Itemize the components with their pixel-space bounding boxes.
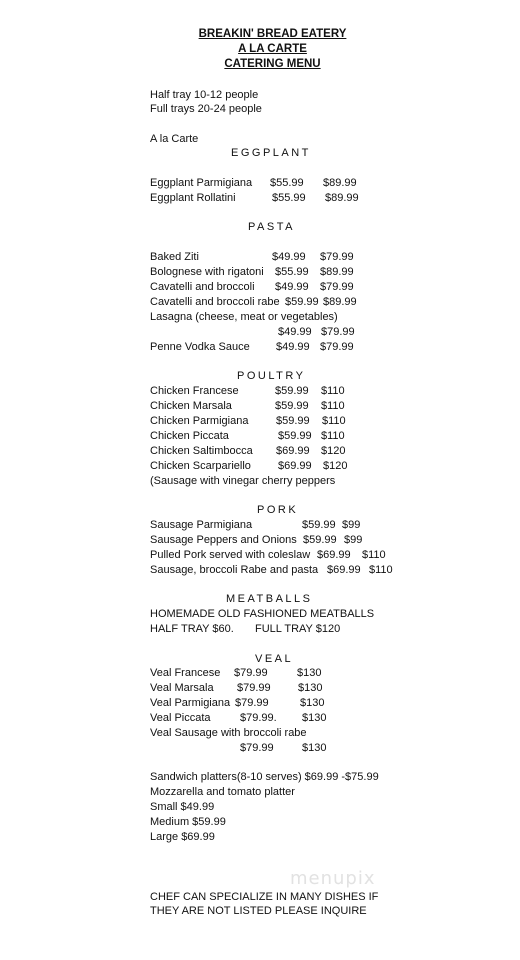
menu-item-full-price: $89.99 bbox=[325, 192, 359, 204]
menu-item-full-price: $89.99 bbox=[320, 266, 354, 278]
menu-item-half-price: $59.99 bbox=[285, 296, 319, 308]
meatballs-half-tray: HALF TRAY $60. bbox=[150, 623, 234, 635]
menu-item-half-price: $59.99 bbox=[275, 385, 309, 397]
menu-item-half-price: $49.99 bbox=[275, 281, 309, 293]
menu-item-name: Chicken Marsala bbox=[150, 400, 232, 412]
section-title-veal: VEAL bbox=[255, 653, 294, 665]
menu-item-name: Sausage Parmigiana bbox=[150, 519, 253, 531]
menu-item-name: Veal Piccata bbox=[150, 712, 211, 724]
menu-item-full-price: $130 bbox=[300, 697, 325, 709]
menu-item-full-price: $110 bbox=[321, 385, 345, 397]
menu-item-full-price: $79.99 bbox=[320, 341, 354, 353]
menu-item-full-price: $79.99 bbox=[320, 281, 354, 293]
section-title-pork: PORK bbox=[257, 504, 299, 516]
menu-item-name: Penne Vodka Sauce bbox=[150, 341, 250, 353]
menu-item-name: Eggplant Rollatini bbox=[150, 192, 236, 204]
menu-item-name: Cavatelli and broccoli rabe bbox=[150, 296, 280, 308]
menu-item-name: Sausage, broccoli Rabe and pasta bbox=[150, 564, 319, 576]
section-title-meatballs: MEATBALLS bbox=[226, 593, 313, 605]
menu-item-half-price: $59.99 bbox=[302, 519, 336, 531]
footer-line-2: THEY ARE NOT LISTED PLEASE INQUIRE bbox=[150, 905, 367, 917]
menu-item-name: Baked Ziti bbox=[150, 251, 199, 263]
menu-item-half-price: $55.99 bbox=[275, 266, 309, 278]
menu-item-name: Chicken Parmigiana bbox=[150, 415, 249, 427]
menu-item-name: Bolognese with rigatoni bbox=[150, 266, 264, 278]
menu-item-half-price: $55.99 bbox=[270, 177, 304, 189]
menu-item-name: Chicken Piccata bbox=[150, 430, 229, 442]
menu-item-half-price: $79.99 bbox=[240, 742, 274, 754]
section-title-eggplant: EGGPLANT bbox=[231, 147, 311, 159]
menupix-watermark: menupix bbox=[290, 868, 376, 889]
menu-item-full-price: $110 bbox=[321, 400, 345, 412]
menu-item-half-price: $49.99 bbox=[276, 341, 310, 353]
menu-item-note: (Sausage with vinegar cherry peppers bbox=[150, 475, 336, 487]
menu-item-half-price: $79.99. bbox=[240, 712, 277, 724]
menu-item-name: Veal Francese bbox=[150, 667, 221, 679]
menu-item-full-price: $110 bbox=[322, 415, 346, 427]
a-la-carte-label: A la Carte bbox=[150, 133, 199, 145]
menu-item-half-price: $79.99 bbox=[235, 697, 269, 709]
tray-info-half: Half tray 10-12 people bbox=[150, 89, 259, 101]
menu-item-half-price: $69.99 bbox=[317, 549, 351, 561]
menu-item-name: Chicken Francese bbox=[150, 385, 239, 397]
menu-item-half-price: $55.99 bbox=[272, 192, 306, 204]
menu-item-name: Chicken Scarpariello bbox=[150, 460, 251, 472]
menu-item-half-price: $59.99 bbox=[276, 415, 310, 427]
meatballs-full-tray: FULL TRAY $120 bbox=[255, 623, 341, 635]
menu-item-full-price: $89.99 bbox=[323, 296, 357, 308]
menu-title: BREAKIN' BREAD EATERY bbox=[198, 28, 347, 40]
platter-medium: Medium $59.99 bbox=[150, 816, 226, 828]
footer-line-1: CHEF CAN SPECIALIZE IN MANY DISHES IF bbox=[150, 891, 379, 903]
menu-item-full-price: $99 bbox=[344, 534, 363, 546]
menu-item-half-price: $69.99 bbox=[276, 445, 310, 457]
menu-item-half-price: $79.99 bbox=[234, 667, 268, 679]
menu-item-half-price: $49.99 bbox=[272, 251, 306, 263]
tray-info-full: Full trays 20-24 people bbox=[150, 103, 262, 115]
menu-item-name: Chicken Saltimbocca bbox=[150, 445, 253, 457]
section-title-pasta: PASTA bbox=[248, 221, 295, 233]
menu-item-half-price: $69.99 bbox=[278, 460, 312, 472]
menu-item-half-price: $69.99 bbox=[327, 564, 361, 576]
menu-item-name: Eggplant Parmigiana bbox=[150, 177, 253, 189]
menu-item-name: Sausage Peppers and Onions bbox=[150, 534, 297, 546]
section-title-poultry: POULTRY bbox=[237, 370, 306, 382]
platter-small: Small $49.99 bbox=[150, 801, 215, 813]
menu-item-full-price: $89.99 bbox=[323, 177, 357, 189]
menu-item-full-price: $110 bbox=[362, 549, 386, 561]
menu-item-name: Veal Sausage with broccoli rabe bbox=[150, 727, 307, 739]
menu-item-full-price: $79.99 bbox=[321, 326, 355, 338]
menu-item-full-price: $120 bbox=[323, 460, 348, 472]
platter-large: Large $69.99 bbox=[150, 831, 215, 843]
menu-item-full-price: $130 bbox=[297, 667, 322, 679]
menu-item-name: Veal Marsala bbox=[150, 682, 214, 694]
menu-item-full-price: $99 bbox=[342, 519, 361, 531]
menu-item-name: Pulled Pork served with coleslaw bbox=[150, 549, 311, 561]
menu-item-full-price: $110 bbox=[321, 430, 345, 442]
menu-item-half-price: $59.99 bbox=[278, 430, 312, 442]
menu-item-half-price: $79.99 bbox=[237, 682, 271, 694]
menu-subtitle-catering: CATERING MENU bbox=[224, 58, 321, 70]
menu-item-full-price: $110 bbox=[369, 564, 393, 576]
menu-item-name: Cavatelli and broccoli bbox=[150, 281, 255, 293]
menu-subtitle: A LA CARTE bbox=[238, 43, 307, 55]
sandwich-platters: Sandwich platters(8-10 serves) $69.99 -$75.99 bbox=[150, 771, 379, 783]
menu-item-name: Lasagna (cheese, meat or vegetables) bbox=[150, 311, 338, 323]
menu-item-half-price: $59.99 bbox=[275, 400, 309, 412]
meatballs-description: HOMEMADE OLD FASHIONED MEATBALLS bbox=[150, 608, 375, 620]
mozzarella-platter: Mozzarella and tomato platter bbox=[150, 786, 295, 798]
menu-item-full-price: $120 bbox=[321, 445, 346, 457]
menu-item-full-price: $130 bbox=[302, 712, 327, 724]
menu-item-half-price: $49.99 bbox=[278, 326, 312, 338]
menu-item-full-price: $130 bbox=[298, 682, 323, 694]
menu-item-half-price: $59.99 bbox=[303, 534, 337, 546]
menu-item-full-price: $79.99 bbox=[320, 251, 354, 263]
menu-item-full-price: $130 bbox=[302, 742, 327, 754]
menu-item-name: Veal Parmigiana bbox=[150, 697, 231, 709]
